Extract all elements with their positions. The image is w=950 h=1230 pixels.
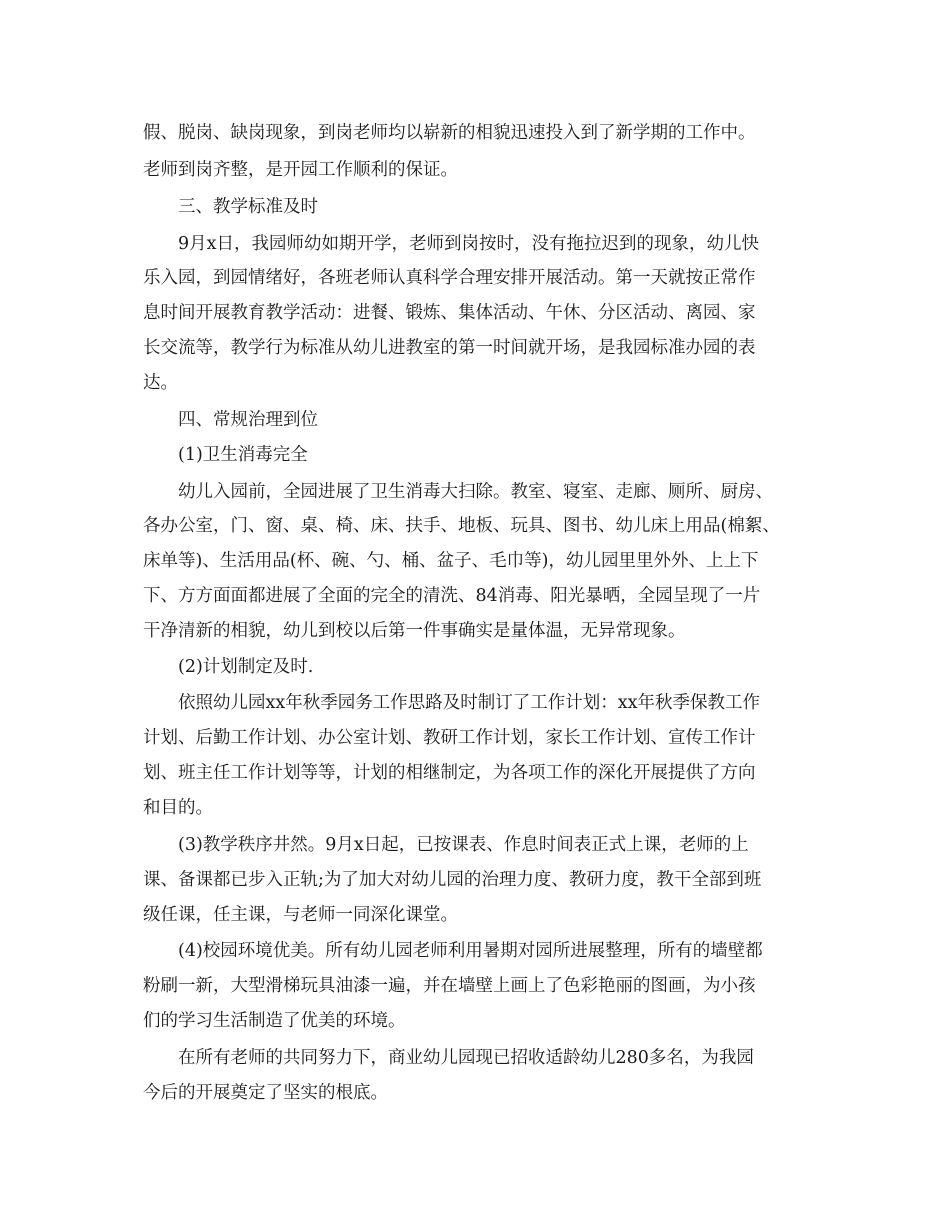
paragraph-line: 乐入园，到园情绪好，各班老师认真科学合理安排开展活动。第一天就按正常作 bbox=[143, 268, 756, 288]
paragraph-line: 级任课，任主课，与老师一同深化课堂。 bbox=[143, 905, 458, 925]
paragraph-line: 9月x日，我园师幼如期开学，老师到岗按时，没有拖拉迟到的现象，幼儿快 bbox=[178, 234, 760, 254]
paragraph-line: 和目的。 bbox=[143, 798, 213, 818]
section-heading: 四、常规治理到位 bbox=[178, 410, 318, 430]
paragraph-line: 息时间开展教育教学活动：进餐、锻炼、集体活动、午休、分区活动、离园、家 bbox=[143, 303, 756, 323]
paragraph-line: 床单等)、生活用品(杯、碗、勺、桶、盆子、毛巾等)，幼儿园里里外外、上上下 bbox=[143, 551, 759, 571]
paragraph-line: 在所有老师的共同努力下，商业幼儿园现已招收适龄幼儿280多名，为我园 bbox=[178, 1048, 754, 1068]
paragraph-line: 老师到岗齐整，是开园工作顺利的保证。 bbox=[143, 160, 458, 180]
paragraph-line: 粉刷一新，大型滑梯玩具油漆一遍，并在墙壁上画上了色彩艳丽的图画，为小孩 bbox=[143, 976, 756, 996]
paragraph-line: 长交流等，教学行为标准从幼儿进教室的第一时间就开场，是我园标准办园的表 bbox=[143, 338, 756, 358]
paragraph-line: (4)校园环境优美。所有幼儿园老师利用暑期对园所进展整理，所有的墙壁都 bbox=[178, 941, 763, 961]
paragraph-line: 达。 bbox=[143, 373, 178, 393]
paragraph-line: 们的学习生活制造了优美的环境。 bbox=[143, 1011, 406, 1031]
paragraph-line: 今后的开展奠定了坚实的根底。 bbox=[143, 1083, 388, 1103]
paragraph-line: 干净清新的相貌，幼儿到校以后第一件事确实是量体温，无异常现象。 bbox=[143, 621, 686, 641]
paragraph-line: 课、备课都已步入正轨;为了加大对幼儿园的治理力度、教研力度，教干全部到班 bbox=[143, 870, 762, 890]
subsection-heading: (1)卫生消毒完全 bbox=[178, 445, 308, 465]
paragraph-line: 幼儿入园前，全园进展了卫生消毒大扫除。教室、寝室、走廊、厕所、厨房、 bbox=[178, 482, 773, 502]
paragraph-line: 依照幼儿园xx年秋季园务工作思路及时制订了工作计划：xx年秋季保教工作 bbox=[178, 693, 760, 713]
paragraph-line: 划、班主任工作计划等等，计划的相继制定，为各项工作的深化开展提供了方向 bbox=[143, 763, 756, 783]
section-heading: 三、教学标准及时 bbox=[178, 197, 318, 217]
paragraph-line: 计划、后勤工作计划、办公室计划、教研工作计划，家长工作计划、宣传工作计 bbox=[143, 728, 756, 748]
paragraph-line: 下、方方面面都进展了全面的完全的清洗、84消毒、阳光暴晒，全园呈现了一片 bbox=[143, 586, 761, 606]
paragraph-line: 假、脱岗、缺岗现象，到岗老师均以崭新的相貌迅速投入到了新学期的工作中。 bbox=[143, 123, 756, 143]
paragraph-line: 各办公室，门、窗、桌、椅、床、扶手、地板、玩具、图书、幼儿床上用品(棉絮、 bbox=[143, 516, 780, 536]
paragraph-line: (3)教学秩序井然。9月x日起，已按课表、作息时间表正式上课，老师的上 bbox=[178, 835, 749, 855]
subsection-heading: (2)计划制定及时. bbox=[178, 657, 314, 677]
